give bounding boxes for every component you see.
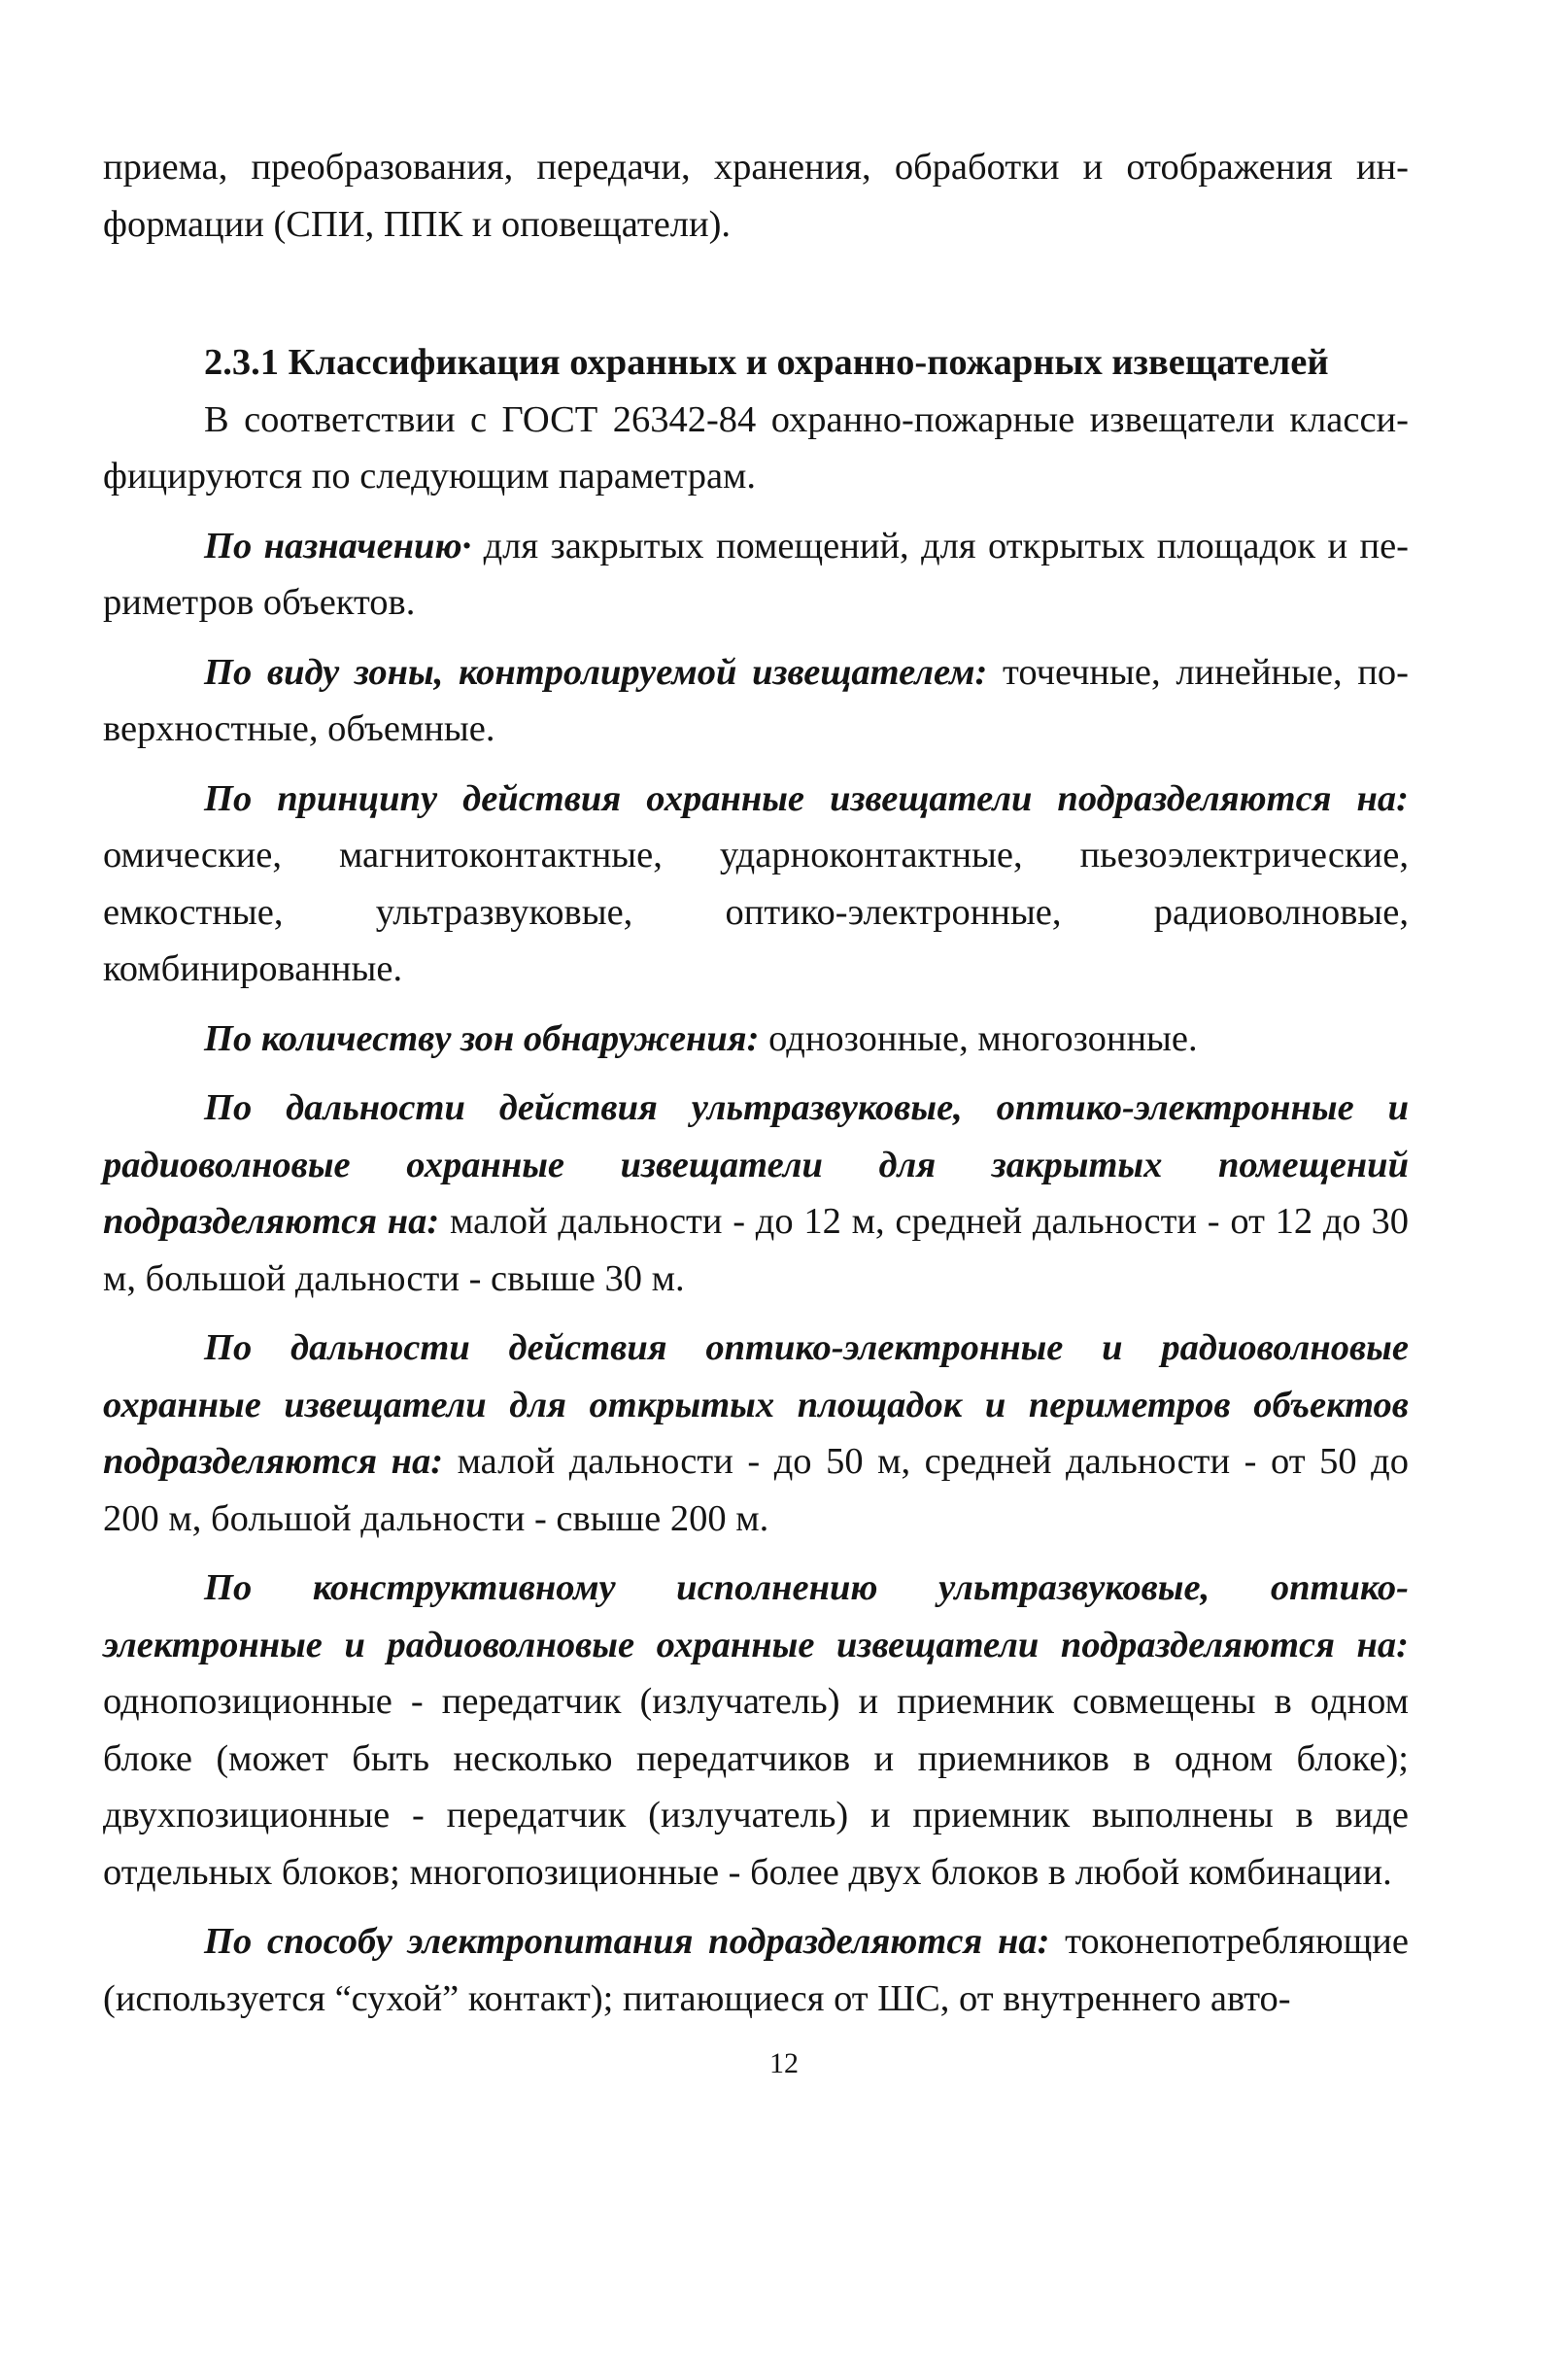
paragraph-text: токонепотребляющие (используется “сухой” контакт); питающиеся от ШС, от внутреннего авто- xyxy=(103,1921,1409,2019)
paragraph-range-indoor xyxy=(103,1080,1409,1307)
paragraph-power-supply xyxy=(103,1913,1409,2027)
paragraph-operating-principle xyxy=(103,771,1409,998)
paragraph-lead: По дальности действия оптико-электронные и радиоволновые охранные извещатели для открытых площадок и периметров объектов подразделяются на: xyxy=(103,1327,1409,1482)
paragraph-text: малой дальности - до 12 м, средней дальности - от 12 до 30 м, большой дальности - свыше 30 м. xyxy=(103,1201,1409,1299)
paragraph-lead: По дальности действия ультразвуковые, оптико-электронные и радиоволновые охранные извещатели для закрытых помещений подразделяются на: xyxy=(103,1087,1409,1242)
paragraph-lead: По количеству зон обнаружения: xyxy=(204,1017,760,1059)
paragraph-text: В соответствии с ГОСТ 26342-84 охранно-пожарные извещатели классифицируются по следующим параметрам. xyxy=(103,398,1409,497)
paragraph-text: однозонные, многозонные. xyxy=(759,1017,1198,1059)
paragraph-zone-count xyxy=(103,1011,1409,1068)
paragraph-zone-type xyxy=(103,644,1409,758)
paragraph-purpose xyxy=(103,518,1409,632)
paragraph-lead: По виду зоны, контролируемой извещателем: xyxy=(204,651,988,693)
paragraph-design xyxy=(103,1560,1409,1901)
page-number: 12 xyxy=(769,2047,799,2079)
paragraph-lead: По конструктивному исполнению ультразвуковые, оптико-электронные и радиоволновые охранные извещатели подразделяются на: xyxy=(103,1567,1409,1665)
paragraph-lead: По способу электропитания подразделяются на: xyxy=(204,1921,1050,1962)
paragraph-range-outdoor xyxy=(103,1320,1409,1547)
section-heading: 2.3.1 Классификация охранных и охранно-пожарных извещателей xyxy=(204,342,1329,383)
paragraph-lead: По принципу действия охранные извещатели подразделяются на: xyxy=(204,777,1409,819)
paragraph-text: точечные, линейные, поверхностные, объемные. xyxy=(103,651,1409,749)
paragraph-text: для закрытых помещений, для открытых площадок и периметров объектов. xyxy=(103,525,1409,623)
paragraph-text: однопозиционные - передатчик (излучатель) и приемник совмещены в одном блоке (может быть несколько передатчиков и приемников в одном блоке); двухпозиционные - передатчик (излучатель) и приемник выполнены в виде отдельных блоков; многопозиционные - более двух блоков в любой комбинации. xyxy=(103,1681,1409,1893)
paragraph-gost xyxy=(103,392,1409,505)
paragraph-text: малой дальности - до 50 м, средней дальности - от 50 до 200 м, большой дальности - свыше 200 м. xyxy=(103,1441,1409,1539)
paragraph-text: омические, магнитоконтактные, ударноконтактные, пьезоэлектрические, емкостные, ультразвуковые, оптико-электронные, радиоволновые, комбинированные. xyxy=(103,835,1409,989)
document-body xyxy=(103,139,1409,2027)
paragraph-lead: По назначению· xyxy=(204,525,472,566)
intro-paragraph: приема, преобразования, передачи, хранения, обработки и отображения информации (СПИ, ППК и оповещатели). xyxy=(103,147,1409,245)
